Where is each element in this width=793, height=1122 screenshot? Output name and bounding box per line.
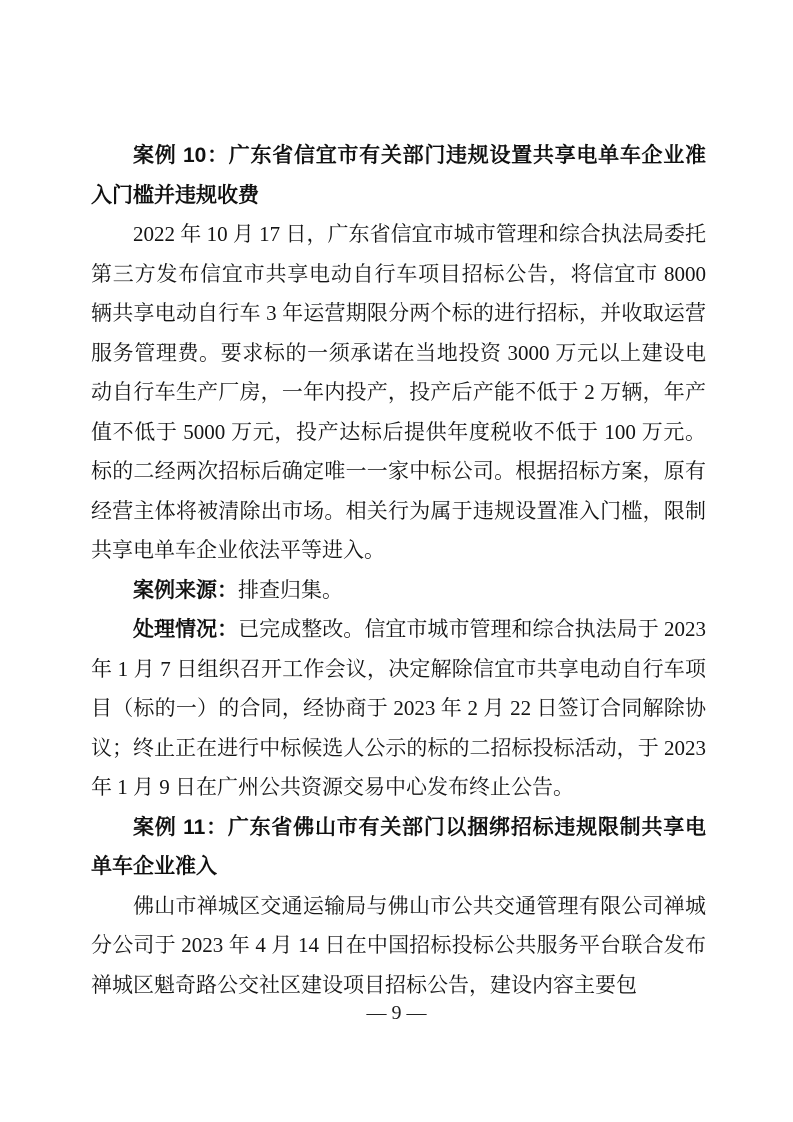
case-10-heading: 案例 10：广东省信宜市有关部门违规设置共享电单车企业准入门槛并违规收费	[91, 144, 706, 207]
document-body	[91, 136, 706, 1005]
case-10-body-paragraph: 2022 年 10 月 17 日，广东省信宜市城市管理和综合执法局委托第三方发布信宜市共享电动自行车项目招标公告，将信宜市 8000 辆共享电动自行车 3 年运营期限分两个标的进行招标，并收取运营服务管理费。要求标的一须承诺在当地投资 3000 万元以上建设电动自行车生产厂房，一年内投产，投产后产能不低于 2 万辆，年产值不低于 5000 万元，投产达标后提供年度税收不低于 100 万元。标的二经两次招标后确定唯一一家中标公司。根据招标方案，原有经营主体将被清除出市场。相关行为属于违规设置准入门槛，限制共享电单车企业依法平等进入。	[91, 222, 706, 562]
case-10-source-line	[91, 571, 706, 611]
page-number: — 9 —	[366, 1002, 427, 1024]
case-10-handling-line	[91, 610, 706, 808]
case-source-text: 排查归集。	[238, 577, 343, 602]
case-handling-text: 已完成整改。信宜市城市管理和综合执法局于 2023 年 1 月 7 日组织召开工作会议，决定解除信宜市共享电动自行车项目（标的一）的合同，经协商于 2023 年 2 月 22 日签订合同解除协议；终止正在进行中标候选人公示的标的二招标投标活动，于 2023 年 1 月 9 日在广州公共资源交易中心发布终止公告。	[91, 617, 707, 799]
case-source-label: 案例来源：	[133, 578, 238, 602]
case-handling-label: 处理情况：	[133, 618, 239, 641]
case-11-body-paragraph: 佛山市禅城区交通运输局与佛山市公共交通管理有限公司禅城分公司于 2023 年 4 月 14 日在中国招标投标公共服务平台联合发布禅城区魁奇路公交社区建设项目招标公告，建设内容主要包	[91, 893, 706, 997]
case-11-heading: 案例 11：广东省佛山市有关部门以捆绑招标违规限制共享电单车企业准入	[91, 815, 706, 878]
